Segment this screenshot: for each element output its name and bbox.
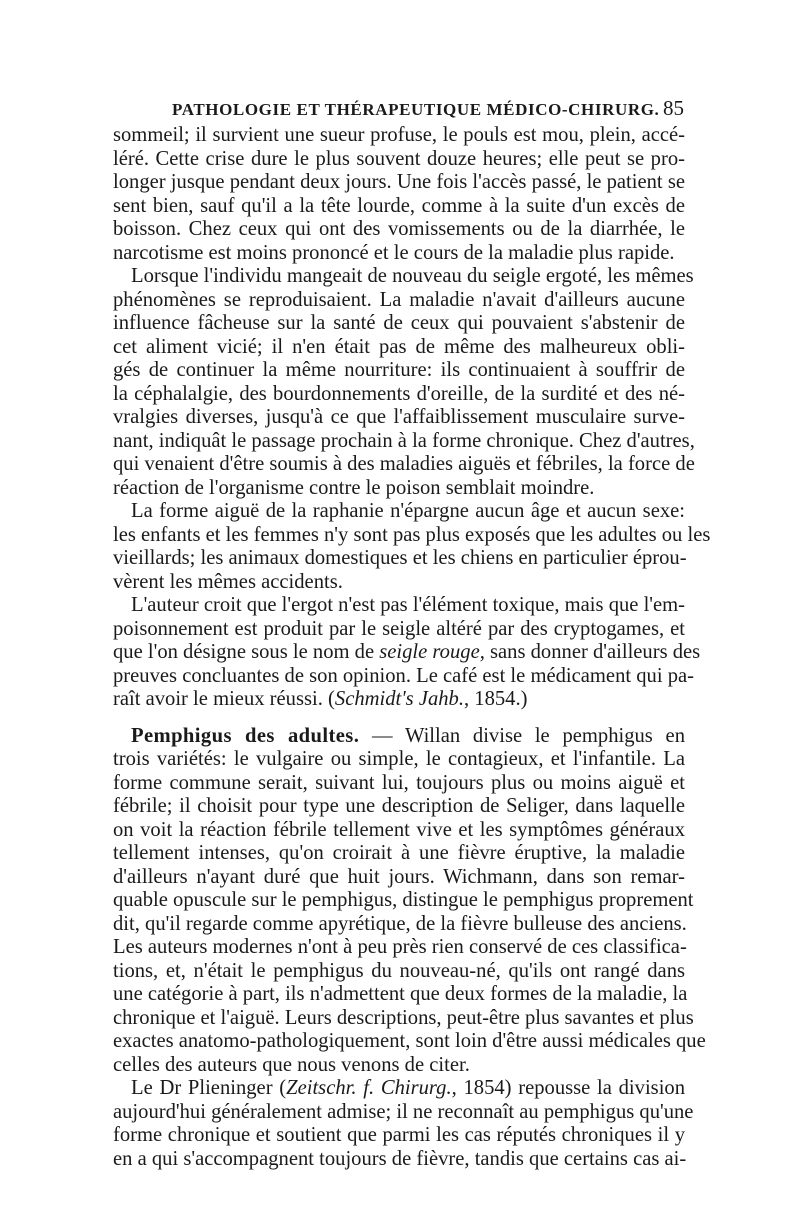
- text-line: [113, 960, 685, 984]
- text-line: [113, 748, 685, 772]
- running-header: [112, 96, 688, 124]
- line-text: vèrent les mêmes accidents.: [113, 570, 343, 593]
- text-line: [113, 195, 685, 219]
- text-line: [113, 1077, 685, 1101]
- line-text: la céphalalgie, des bourdonnements d'oreille, de la surdité et des né-: [113, 382, 685, 405]
- italic-citation: Zeitschr. f. Chirurg.: [286, 1077, 452, 1099]
- line-text: phénomènes se reproduisaient. La maladie n'avait d'ailleurs aucune: [113, 288, 685, 311]
- text-line: [113, 1006, 694, 1031]
- line-text: gés de continuer la même nourriture: ils continuaient à souffrir de: [113, 359, 685, 381]
- line-text: Lorsque l'individu mangeait de nouveau du seigle ergoté, les mêmes: [131, 265, 694, 287]
- text-line: [113, 359, 685, 383]
- text-line: [113, 406, 685, 430]
- line-text: léré. Cette crise dure le plus souvent douze heures; elle peut se pro-: [113, 147, 685, 170]
- line-text-continued: sans donner d'ailleurs des: [484, 641, 701, 663]
- line-text-continued: , 1854) repousse la division: [451, 1077, 686, 1099]
- text-line: [113, 1100, 694, 1125]
- line-text: forme chronique et soutient que parmi les cas réputés chroniques il y: [113, 1124, 685, 1146]
- text-line: [113, 500, 685, 524]
- line-text: nant, indiquât le passage prochain à la forme chronique. Chez d'autres,: [113, 429, 695, 452]
- line-text-continued: , 1854.): [463, 688, 528, 710]
- text-line: [113, 171, 685, 195]
- line-text: raît avoir le mieux réussi. (: [113, 688, 335, 710]
- text-line: [113, 218, 685, 242]
- text-line: [113, 795, 685, 819]
- italic-citation: seigle rouge,: [379, 641, 485, 663]
- text-line: [113, 688, 685, 712]
- line-text: chronique et l'aiguë. Leurs descriptions, peut-être plus savantes et plus: [113, 1006, 694, 1029]
- line-text: en a qui s'accompagnent toujours de fièvre, tandis que certains cas ai-: [113, 1147, 687, 1170]
- line-text: vieillards; les animaux domestiques et les chiens en particulier éprou-: [113, 547, 687, 569]
- line-text: qui venaient d'être soumis à des maladies aiguës et fébriles, la force de: [113, 453, 695, 475]
- text-line: [113, 383, 685, 407]
- line-text: d'ailleurs n'ayant duré que huit jours. Wichmann, dans son remar-: [113, 865, 685, 888]
- text-line: [113, 594, 685, 618]
- text-line: [113, 983, 688, 1007]
- header-title: PATHOLOGIE ET THÉRAPEUTIQUE MÉDICO-CHIRURG.: [172, 100, 660, 119]
- line-text: trois variétés: le vulgaire ou simple, le contagieux, et l'infantile. La: [113, 748, 685, 770]
- text-line: [113, 1054, 685, 1078]
- line-text: influence fâcheuse sur la santé de ceux qui pouvaient s'abstenir de: [113, 312, 685, 334]
- text-line: [113, 429, 695, 454]
- line-text: sent bien, sauf qu'il a la tête lourde, comme à la suite d'un excès de: [113, 194, 685, 217]
- line-text: Les auteurs modernes n'ont à peu près rien conservé de ces classifica-: [113, 936, 687, 958]
- text-line: [113, 242, 685, 266]
- text-line: [113, 641, 701, 665]
- line-text: réaction de l'organisme contre le poison semblait moindre.: [113, 476, 595, 499]
- text-line: [113, 1124, 685, 1148]
- text-line: [113, 148, 685, 172]
- line-text: poisonnement est produit par le seigle altéré par des cryptogames, et: [113, 617, 685, 640]
- line-text: Le Dr Plieninger (: [131, 1077, 287, 1099]
- line-text: forme commune serait, suivant lui, toujours plus ou moins aiguë et: [113, 771, 685, 794]
- line-text: boisson. Chez ceux qui ont des vomissements ou de la diarrhée, le: [113, 218, 685, 240]
- body-text: [113, 124, 711, 1171]
- text-line: [113, 725, 685, 749]
- text-line: [113, 571, 685, 595]
- section-heading: Pemphigus des adultes.: [131, 724, 360, 747]
- text-line: [113, 453, 695, 477]
- text-line: [113, 547, 685, 571]
- text-line: [113, 312, 685, 336]
- line-text: sommeil; il survient une sueur profuse, le pouls est mou, plein, accé-: [113, 124, 685, 146]
- line-text: longer jusque pendant deux jours. Une fois l'accès passé, le patient se: [113, 171, 685, 193]
- italic-citation: Schmidt's Jahb.: [334, 688, 464, 710]
- line-text: une catégorie à part, ils n'admettent que deux formes de la maladie, la: [113, 983, 688, 1005]
- line-text: que l'on désigne sous le nom de: [113, 641, 380, 663]
- text-line: [113, 819, 685, 843]
- line-text: celles des auteurs que nous venons de citer.: [113, 1053, 470, 1076]
- text-line: [113, 124, 685, 148]
- text-line: [113, 664, 694, 689]
- line-text: quable opuscule sur le pemphigus, distingue le pemphigus proprement: [113, 889, 694, 911]
- text-line: [113, 866, 685, 890]
- text-line: [113, 1148, 685, 1172]
- line-text: — Willan divise le pemphigus en: [359, 724, 685, 747]
- line-text: fébrile; il choisit pour type une description de Seliger, dans laquelle: [113, 795, 685, 817]
- text-line: [113, 842, 685, 866]
- text-line: [113, 289, 685, 313]
- text-line: [113, 477, 685, 501]
- line-text: tions, et, n'était le pemphigus du nouveau-né, qu'ils ont rangé dans: [113, 959, 685, 982]
- text-line: [113, 1030, 706, 1054]
- page-number: 85: [663, 96, 684, 120]
- line-text: aujourd'hui généralement admise; il ne reconnaît au pemphigus qu'une: [113, 1100, 694, 1123]
- line-text: les enfants et les femmes n'y sont pas plus exposés que les adultes ou les: [113, 523, 711, 546]
- line-text: vralgies diverses, jusqu'à ce que l'affaiblissement musculaire surve-: [113, 406, 685, 428]
- line-text: narcotisme est moins prononcé et le cours de la maladie plus rapide.: [113, 241, 675, 264]
- line-text: preuves concluantes de son opinion. Le café est le médicament qui pa-: [113, 664, 694, 687]
- text-line: [113, 618, 685, 642]
- text-line: [113, 772, 685, 796]
- line-text: exactes anatomo-pathologiquement, sont loin d'être aussi médicales que: [113, 1030, 706, 1052]
- text-line: [113, 523, 711, 548]
- line-text: cet aliment vicié; il n'en était pas de même des malheureux obli-: [113, 335, 685, 358]
- line-text: La forme aiguë de la raphanie n'épargne aucun âge et aucun sexe:: [131, 500, 685, 522]
- text-line: [113, 265, 694, 289]
- line-text: dit, qu'il regarde comme apyrétique, de la fièvre bulleuse des anciens.: [113, 912, 687, 935]
- text-line: [113, 936, 685, 960]
- text-line: [113, 336, 685, 360]
- text-line: [113, 889, 694, 913]
- line-text: on voit la réaction fébrile tellement vive et les symptômes généraux: [113, 818, 685, 841]
- line-text: tellement intenses, qu'on croirait à une fièvre éruptive, la maladie: [113, 842, 685, 864]
- line-text: L'auteur croit que l'ergot n'est pas l'élément toxique, mais que l'em-: [131, 594, 686, 616]
- text-line: [113, 913, 685, 937]
